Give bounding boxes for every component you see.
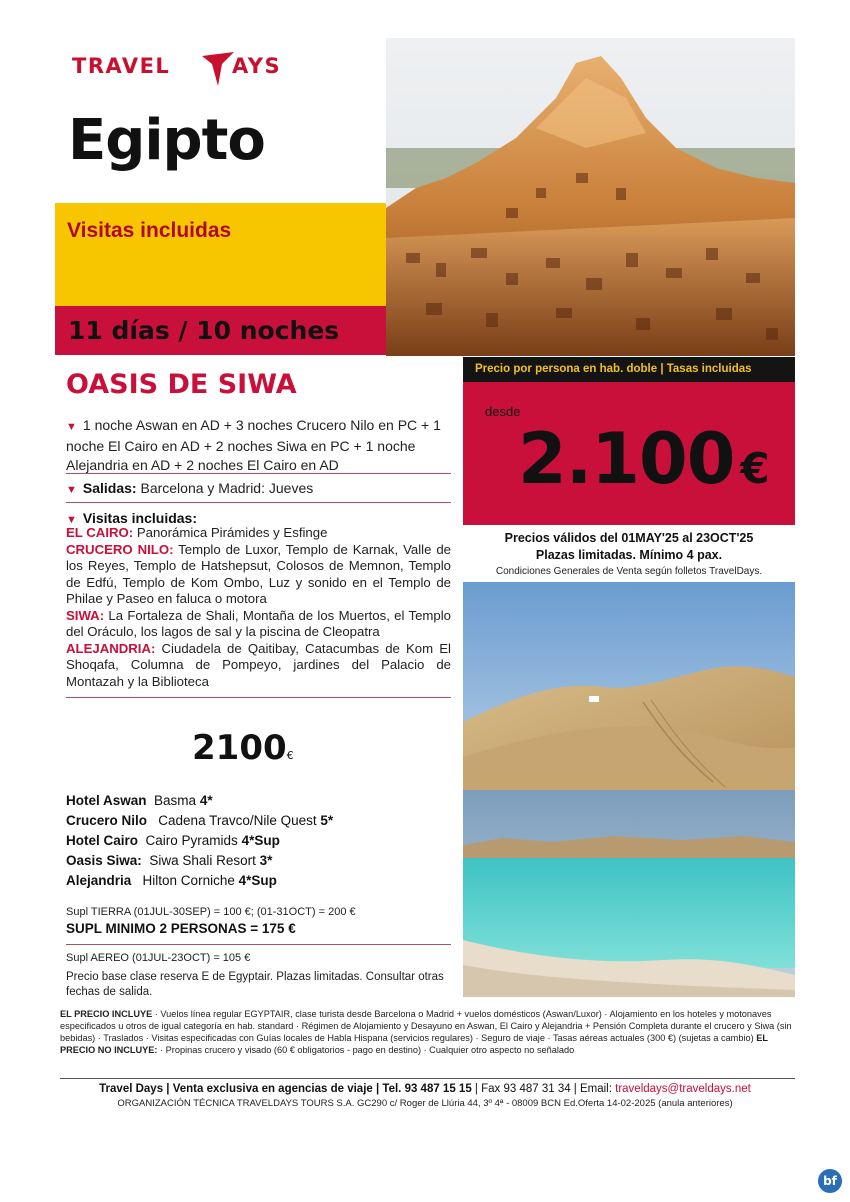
conditions: Condiciones Generales de Venta según folletos TravelDays. [495, 566, 763, 577]
visit-item: SIWA: La Fortaleza de Shali, Montaña de los Muertos, el Templo del Oráculo, los lagos de sal y la piscina de Cleopatra [66, 607, 451, 639]
supl-minimo: SUPL MINIMO 2 PERSONAS = 175 € [66, 921, 296, 936]
visit-item: CRUCERO NILO: Templo de Luxor, Templo de Karnak, Valle de los Reyes, Templo de Hatshepsut, Colosos de Memnon, Templo de Edfú, Templo de Kom Ombo, Luz y sonido en el Templo de Philae y Paseo en faluca o motora [66, 541, 451, 606]
logo-text-tail: AYS [232, 54, 282, 78]
price-box [463, 382, 795, 525]
hotel-row: Crucero Nilo Cadena Travco/Nile Quest 5* [66, 813, 334, 828]
page-title: Egipto [68, 108, 265, 173]
itinerary [66, 416, 451, 475]
hotel-row: Hotel Aswan Basma 4* [66, 793, 213, 808]
logo-text: TRAVEL [72, 54, 171, 78]
bullet-triangle-icon: ▼ [66, 421, 77, 433]
supl-tierra: Supl TIERRA (01JUL-30SEP) = 100 €; (01-31OCT) = 200 € [66, 906, 356, 918]
hotels-list [66, 791, 333, 891]
hero-photo [386, 38, 795, 356]
salt-lake-photo [463, 790, 795, 997]
hotel-row: Hotel Cairo Cairo Pyramids 4*Sup [66, 833, 280, 848]
supl-aereo: Supl AEREO (01JUL-23OCT) = 105 € [66, 952, 251, 964]
supl-base: Precio base clase reserva E de Egyptair. Plazas limitadas. Consultar otras fechas de salida. [66, 971, 444, 998]
hotel-row: Oasis Siwa: Siwa Shali Resort 3* [66, 853, 273, 868]
footer-divider [60, 1078, 795, 1079]
fine-print: EL PRECIO INCLUYE · Vuelos línea regular EGYPTAIR, clase turista desde Barcelona o Madrid + vuelos domésticos (Aswan/Luxor) · Alojamiento en los hoteles y motonaves especificados u otros de igual categoría en hab. standard · Régimen de Alojamiento y Desayuno en Aswan, El Cairo y Alejandria + Pensión Completa durante el crucero y Siwa (sin bebidas) · Traslados · Visitas especificadas con Guías locales de Habla Hispana (servicios regulares) · Seguro de viaje · Tasas aéreas actuales (300 €) (sujetas a cambio) EL PRECIO NO INCLUYE: · Propinas crucero y visado (60 € obligatorios - pago en destino) · Cualquier otro aspecto no señalado [60, 1009, 792, 1055]
duration-band [55, 306, 386, 355]
desde-label: desde [485, 404, 521, 419]
duration-label: 11 días / 10 noches [68, 316, 340, 345]
price-mid: 2100€ [192, 728, 294, 768]
visitas-heading: ▼ Visitas incluidas: [66, 510, 198, 526]
price-value: 2.100 € [518, 418, 769, 500]
footer-contact: Travel Days | Venta exclusiva en agencias de viaje | Tel. 93 487 15 15 | Fax 93 487 31 34 | Email: traveldays@traveldays.net [99, 1083, 751, 1095]
email-link[interactable]: traveldays@traveldays.net [615, 1083, 751, 1095]
divider [66, 502, 451, 503]
logo-flag-icon [200, 50, 236, 88]
visits-band [55, 203, 386, 306]
itinerary-text: 1 noche Aswan en AD + 3 noches Crucero Nilo en PC + 1 noche El Cairo en AD + 2 noches Siwa en PC + 1 noche Alejandria en AD + 2 noches El Cairo en AD [66, 417, 441, 473]
visit-item: ALEJANDRIA: Ciudadela de Qaitibay, Catacumbas de Kom El Shoqafa, Columna de Pompeyo, jardines del Palacio de Montazah y la Biblioteca [66, 640, 451, 689]
bullet-triangle-icon: ▼ [66, 484, 77, 496]
bf-badge-icon[interactable]: bf [818, 1169, 842, 1193]
dunes-photo [463, 582, 795, 790]
price-strip-text: Precio por persona en hab. doble | Tasas incluidas [475, 363, 752, 375]
traveldays-logo [72, 50, 282, 90]
salidas [66, 480, 313, 496]
footer-legal: ORGANIZACIÓN TÉCNICA TRAVELDAYS TOURS S.A. GC290 c/ Roger de Llúria 44, 3º 4ª - 08009 BCN Ed.Oferta 14-02-2025 (anula anteriores) [117, 1098, 733, 1109]
price-strip [463, 357, 795, 382]
visitas-list [66, 525, 451, 690]
visit-item: EL CAIRO: Panorámica Pirámides y Esfinge [66, 525, 328, 540]
visits-band-label: Visitas incluidas [67, 219, 232, 242]
salidas-value: Barcelona y Madrid: Jueves [140, 480, 314, 496]
salidas-label: Salidas: [82, 480, 137, 496]
divider [66, 944, 451, 945]
bullet-triangle-icon: ▼ [66, 514, 77, 526]
divider [66, 697, 451, 698]
hotel-row: Alejandria Hilton Corniche 4*Sup [66, 873, 277, 888]
trip-name: OASIS DE SIWA [66, 369, 297, 400]
divider [66, 473, 451, 474]
validity: Precios válidos del 01MAY'25 al 23OCT'25 Plazas limitadas. Mínimo 4 pax. [504, 531, 754, 562]
